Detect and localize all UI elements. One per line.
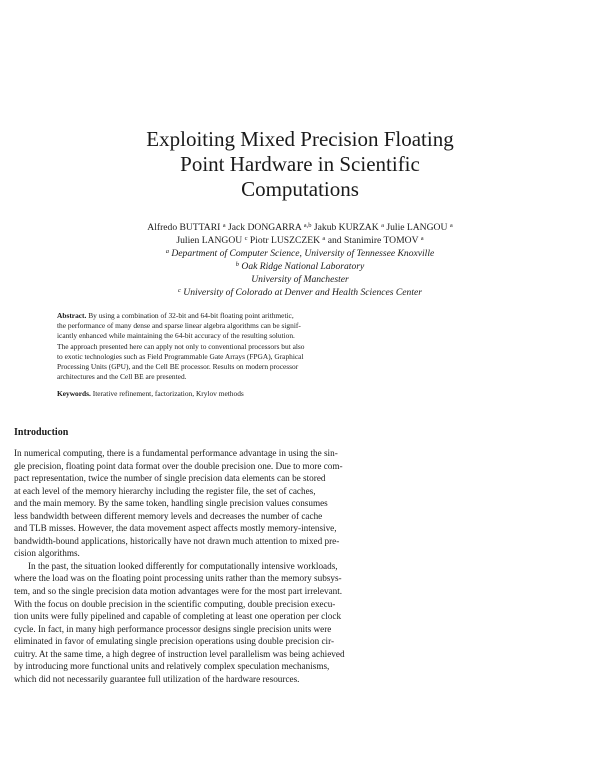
affiliation <box>0 247 600 260</box>
abstract-line: icantly enhanced while maintaining the 64-bit accuracy of the resulting solution. <box>57 331 295 341</box>
affiliation-text: University of Manchester <box>251 274 349 285</box>
author-name: Jakub KURZAK <box>313 222 379 233</box>
abstract <box>57 311 515 382</box>
author-line-1 <box>0 221 600 234</box>
author-affil-mark: a <box>381 222 384 229</box>
affiliation <box>0 273 600 286</box>
abstract-line: Processing Units (GPU), and the Cell BE processor. Results on modern processor <box>57 361 299 371</box>
body-line: at each level of the memory hierarchy including the register file, the set of caches, <box>14 485 316 496</box>
body-line: In numerical computing, there is a fundamental performance advantage in using the sin- <box>14 448 338 458</box>
abstract-line: architectures and the Cell BE are presented. <box>57 372 187 382</box>
affiliation-text: Department of Computer Science, University of Tennessee Knoxville <box>171 248 435 259</box>
body-line: and the main memory. By the same token, handling single precision values consumes <box>14 498 328 509</box>
body-text <box>14 447 372 685</box>
affiliation-text: University of Colorado at Denver and Health Sciences Center <box>183 287 423 298</box>
affiliation <box>0 286 600 299</box>
abstract-line <box>57 311 515 321</box>
author-name: Jack DONGARRA <box>228 222 302 233</box>
title-line: Exploiting Mixed Precision Floating <box>146 127 454 151</box>
affiliation <box>0 260 600 273</box>
body-line: by introducing more functional units and relatively complex speculation mechanisms, <box>14 661 330 672</box>
author-name: Alfredo BUTTARI <box>147 222 221 233</box>
body-line: tion units were fully pipelined and capable of completing at least one operation per clock <box>14 611 342 622</box>
author-affil-mark: c <box>244 235 248 242</box>
title-line: Computations <box>241 177 359 201</box>
author-block <box>0 221 600 299</box>
body-line: With the focus on double precision in the scientific computing, double precision execu- <box>14 598 336 609</box>
author-line-2 <box>0 234 600 247</box>
abstract-line: to exotic technologies such as Field Programmable Gate Arrays (FPGA), Graphical <box>57 351 304 361</box>
body-line: cuitry. At the same time, a high degree of instruction level parallelism was being achieved <box>14 648 345 659</box>
author-name: Piotr LUSZCZEK <box>249 235 320 246</box>
author-affil-mark: a <box>420 235 424 242</box>
affiliation-text: Oak Ridge National Laboratory <box>241 261 365 272</box>
abstract-text: By using a combination of 32-bit and 64-bit floating point arithmetic, <box>88 311 294 320</box>
keywords-text: Iterative refinement, factorization, Krylov methods <box>92 389 244 398</box>
abstract-label: Abstract. <box>57 311 87 320</box>
title-line: Point Hardware in Scientific <box>180 152 420 176</box>
body-line: eliminated in favor of emulating single precision operations using double precision cir- <box>14 636 335 647</box>
author-affil-mark: a,b <box>303 222 312 229</box>
body-line: cycle. In fact, in many high performance processor designs single precision units were <box>14 623 332 634</box>
abstract-line: The approach presented here can apply not only to conventional processors but also <box>57 341 305 351</box>
body-line: less bandwidth between different memory levels and decreases the number of cache <box>14 510 323 521</box>
body-line: pact representation, twice the number of single precision data elements can be stored <box>14 473 326 484</box>
keywords <box>57 389 515 399</box>
author-and: and <box>327 235 342 246</box>
author-name: Julien LANGOU <box>176 235 243 246</box>
author-affil-mark: a <box>449 222 453 229</box>
author-affil-mark: a <box>322 235 326 242</box>
keywords-label: Keywords. <box>57 389 91 398</box>
abstract-line: the performance of many dense and sparse linear algebra algorithms can be signif- <box>57 321 301 331</box>
body-line: which did not necessarily guarantee full utilization of the hardware resources. <box>14 673 300 684</box>
author-name: Stanimire TOMOV <box>343 235 419 246</box>
author-affil-mark: a <box>222 222 226 229</box>
body-line: and TLB misses. However, the data movement aspect affects mostly memory-intensive, <box>14 523 337 534</box>
body-line: where the load was on the floating point processing units rather than the memory subsys- <box>14 573 342 584</box>
body-line: gle precision, floating point data format over the double precision one. Due to more com- <box>14 460 343 471</box>
author-name: Julie LANGOU <box>386 222 448 233</box>
affiliation-mark: a <box>165 248 169 255</box>
affiliation-mark: c <box>177 287 181 294</box>
body-line: In the past, the situation looked differently for computationally intensive workloads, <box>28 560 338 571</box>
body-line: tem, and so the single precision data motion advantages were for the most part irrelevant. <box>14 586 343 597</box>
body-line: cision algorithms. <box>14 548 80 559</box>
section-heading: Introduction <box>14 427 69 438</box>
body-line: bandwidth-bound applications, historically have not drawn much attention to mixed pre- <box>14 535 340 546</box>
affiliation-mark: b <box>235 261 239 268</box>
paper-title <box>0 127 600 202</box>
